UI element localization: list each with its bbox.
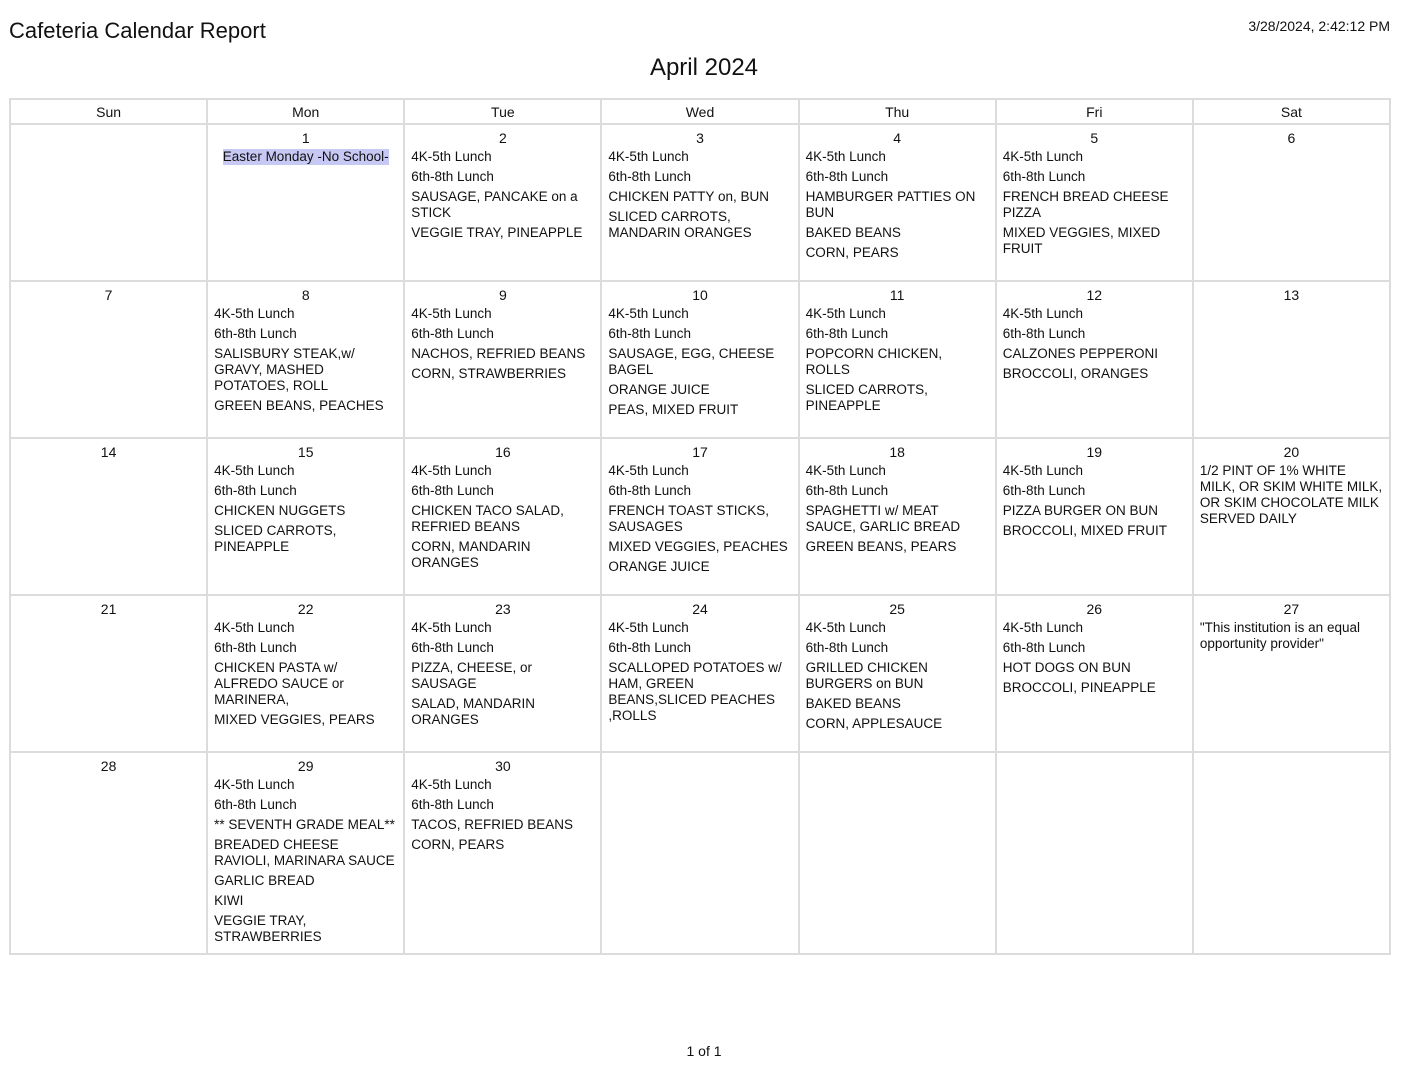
menu-item: HOT DOGS ON BUN <box>1002 660 1131 675</box>
weekday-header: Sun <box>10 99 207 124</box>
day-number: 13 <box>1283 287 1300 303</box>
menu-item: SPAGHETTI w/ MEAT SAUCE, GARLIC BREAD <box>805 503 961 534</box>
menu-item: 4K-5th Lunch <box>608 463 689 478</box>
menu-item: 4K-5th Lunch <box>805 306 886 321</box>
day-number: 2 <box>498 130 507 146</box>
menu-item: VEGGIE TRAY, STRAWBERRIES <box>214 913 322 944</box>
menu-item: 6th-8th Lunch <box>608 640 691 655</box>
menu-item: MIXED VEGGIES, MIXED FRUIT <box>1002 225 1161 256</box>
menu-item: BREADED CHEESE RAVIOLI, MARINARA SAUCE <box>214 837 395 868</box>
calendar-day-cell <box>1193 595 1390 752</box>
menu-item: MIXED VEGGIES, PEARS <box>214 712 375 727</box>
weekday-header: Sat <box>1193 99 1390 124</box>
weekday-header: Thu <box>799 99 996 124</box>
day-number: 7 <box>104 287 113 303</box>
day-number: 30 <box>495 758 511 774</box>
menu-item: 4K-5th Lunch <box>1002 620 1084 635</box>
menu-item: 4K-5th Lunch <box>411 149 492 164</box>
menu-item: 1/2 PINT OF 1% WHITE MILK, OR SKIM WHITE MILK, OR SKIM CHOCOLATE MILK SERVED DAILY <box>1199 463 1383 526</box>
menu-item: SLICED CARROTS, PINEAPPLE <box>214 523 337 554</box>
menu-item: 6th-8th Lunch <box>411 326 494 341</box>
menu-item: 4K-5th Lunch <box>805 149 886 164</box>
day-number: 22 <box>297 601 314 617</box>
day-number: 24 <box>692 601 708 617</box>
page-number: 1 of 1 <box>686 1043 722 1059</box>
menu-item: GRILLED CHICKEN BURGERS on BUN <box>805 660 928 691</box>
day-number: 5 <box>1090 130 1099 146</box>
menu-item: TACOS, REFRIED BEANS <box>411 817 574 832</box>
menu-item: 6th-8th Lunch <box>214 640 297 655</box>
menu-item: CORN, PEARS <box>805 245 899 260</box>
menu-item: 6th-8th Lunch <box>608 326 691 341</box>
calendar-day-cell <box>601 281 798 438</box>
calendar-empty-cell <box>601 752 798 954</box>
calendar-day-cell <box>10 438 207 595</box>
menu-item: 4K-5th Lunch <box>805 620 886 635</box>
weekday-header: Mon <box>207 99 404 124</box>
menu-item: 6th-8th Lunch <box>805 326 889 341</box>
calendar-day-cell <box>404 281 601 438</box>
day-number: 1 <box>301 130 310 146</box>
menu-item: BROCCOLI, MIXED FRUIT <box>1002 523 1167 538</box>
menu-item: GREEN BEANS, PEACHES <box>214 398 384 413</box>
menu-item: "This institution is an equal opportunity provider" <box>1199 620 1360 651</box>
menu-item: 6th-8th Lunch <box>214 483 297 498</box>
menu-item: GARLIC BREAD <box>214 873 315 888</box>
menu-item: 4K-5th Lunch <box>411 306 492 321</box>
calendar-week-row <box>10 438 1390 595</box>
menu-item: FRENCH BREAD CHEESE PIZZA <box>1002 189 1169 220</box>
menu-item: CHICKEN PASTA w/ ALFREDO SAUCE or MARINERA, <box>214 660 344 707</box>
menu-item: 6th-8th Lunch <box>1002 640 1086 655</box>
calendar-day-cell <box>10 595 207 752</box>
day-number: 20 <box>1283 444 1300 460</box>
menu-item: CORN, PEARS <box>411 837 505 852</box>
day-number: 16 <box>495 444 511 460</box>
menu-item: BROCCOLI, PINEAPPLE <box>1002 680 1156 695</box>
calendar-week-row <box>10 595 1390 752</box>
menu-item: BAKED BEANS <box>805 225 901 240</box>
calendar-body <box>10 124 1390 954</box>
menu-item: 6th-8th Lunch <box>1002 326 1086 341</box>
menu-item: 4K-5th Lunch <box>214 777 295 792</box>
menu-item: SAUSAGE, PANCAKE on a STICK <box>411 189 578 220</box>
menu-item: 6th-8th Lunch <box>411 169 494 184</box>
menu-item: VEGGIE TRAY, PINEAPPLE <box>411 225 583 240</box>
calendar-day-cell <box>601 438 798 595</box>
menu-item: SALAD, MANDARIN ORANGES <box>411 696 536 727</box>
menu-item: 4K-5th Lunch <box>1002 149 1084 164</box>
report-timestamp: 3/28/2024, 2:42:12 PM <box>1248 18 1390 34</box>
calendar-day-cell <box>601 595 798 752</box>
calendar-day-cell <box>799 438 996 595</box>
menu-item: POPCORN CHICKEN, ROLLS <box>805 346 943 377</box>
menu-item: 6th-8th Lunch <box>1002 483 1086 498</box>
calendar-day-cell <box>207 281 404 438</box>
menu-item: CHICKEN TACO SALAD, REFRIED BEANS <box>411 503 564 534</box>
menu-item: ORANGE JUICE <box>608 382 710 397</box>
menu-item: 6th-8th Lunch <box>608 169 691 184</box>
menu-item: 6th-8th Lunch <box>214 326 297 341</box>
menu-item: CALZONES PEPPERONI <box>1002 346 1158 361</box>
calendar-day-cell <box>996 595 1193 752</box>
menu-item: SLICED CARROTS, PINEAPPLE <box>805 382 928 413</box>
menu-item: MIXED VEGGIES, PEACHES <box>608 539 788 554</box>
menu-item: ORANGE JUICE <box>608 559 710 574</box>
menu-item: 6th-8th Lunch <box>411 640 494 655</box>
calendar-empty-cell <box>1193 752 1390 954</box>
menu-item: PIZZA BURGER ON BUN <box>1002 503 1158 518</box>
calendar-grid <box>9 98 1391 955</box>
menu-item: 6th-8th Lunch <box>805 483 889 498</box>
menu-item: SAUSAGE, EGG, CHEESE BAGEL <box>608 346 775 377</box>
day-number: 8 <box>301 287 310 303</box>
calendar-day-cell <box>1193 438 1390 595</box>
menu-item: CHICKEN NUGGETS <box>214 503 346 518</box>
day-number: 15 <box>297 444 314 460</box>
day-number: 17 <box>692 444 708 460</box>
calendar-day-cell <box>799 595 996 752</box>
day-number: 14 <box>100 444 117 460</box>
day-number: 25 <box>889 601 905 617</box>
menu-item: CORN, STRAWBERRIES <box>411 366 567 381</box>
menu-item: 4K-5th Lunch <box>411 620 492 635</box>
day-number: 6 <box>1287 130 1296 146</box>
calendar-day-cell <box>207 752 404 954</box>
weekday-header-row <box>10 99 1390 124</box>
day-number: 19 <box>1086 444 1103 460</box>
calendar-day-cell <box>207 595 404 752</box>
calendar-day-cell <box>799 281 996 438</box>
menu-item: 4K-5th Lunch <box>608 149 689 164</box>
weekday-header: Wed <box>601 99 798 124</box>
menu-item: FRENCH TOAST STICKS, SAUSAGES <box>608 503 769 534</box>
calendar-day-cell <box>1193 281 1390 438</box>
menu-item: 6th-8th Lunch <box>608 483 691 498</box>
calendar-week-row <box>10 124 1390 281</box>
day-number: 23 <box>495 601 511 617</box>
menu-item: NACHOS, REFRIED BEANS <box>411 346 586 361</box>
day-number: 27 <box>1283 601 1300 617</box>
menu-item: 6th-8th Lunch <box>214 797 297 812</box>
day-number: 3 <box>696 130 704 146</box>
menu-item: 4K-5th Lunch <box>805 463 886 478</box>
menu-item: SALISBURY STEAK,w/ GRAVY, MASHED POTATOES, ROLL <box>214 346 355 393</box>
day-number: 11 <box>889 287 905 303</box>
day-number: 12 <box>1086 287 1103 303</box>
calendar-day-cell <box>996 438 1193 595</box>
menu-item: 4K-5th Lunch <box>608 306 689 321</box>
menu-item: 6th-8th Lunch <box>805 640 889 655</box>
menu-item: CORN, MANDARIN ORANGES <box>411 539 531 570</box>
menu-item: BAKED BEANS <box>805 696 901 711</box>
month-title: April 2024 <box>649 54 759 81</box>
calendar-day-cell <box>996 124 1193 281</box>
holiday-label: Easter Monday -No School- <box>222 149 389 164</box>
calendar-day-cell <box>799 124 996 281</box>
menu-item: PEAS, MIXED FRUIT <box>608 402 739 417</box>
day-number: 28 <box>100 758 117 774</box>
calendar-empty-cell <box>996 752 1193 954</box>
menu-item: 4K-5th Lunch <box>214 620 295 635</box>
day-number: 4 <box>893 130 902 146</box>
calendar-empty-cell <box>10 124 207 281</box>
day-number: 26 <box>1086 601 1103 617</box>
menu-item: 4K-5th Lunch <box>214 463 295 478</box>
menu-item: GREEN BEANS, PEARS <box>805 539 957 554</box>
menu-item: HAMBURGER PATTIES ON BUN <box>805 189 976 220</box>
menu-item: KIWI <box>214 893 244 908</box>
day-number: 10 <box>692 287 708 303</box>
calendar-day-cell <box>404 595 601 752</box>
menu-item: 4K-5th Lunch <box>1002 306 1084 321</box>
menu-item: 4K-5th Lunch <box>411 777 492 792</box>
calendar-day-cell <box>404 752 601 954</box>
menu-item: ** SEVENTH GRADE MEAL** <box>214 817 395 832</box>
menu-item: SLICED CARROTS, MANDARIN ORANGES <box>608 209 752 240</box>
calendar-day-cell <box>404 124 601 281</box>
day-number: 18 <box>889 444 905 460</box>
menu-item: PIZZA, CHEESE, or SAUSAGE <box>411 660 533 691</box>
menu-item: SCALLOPED POTATOES w/ HAM, GREEN BEANS,SLICED PEACHES ,ROLLS <box>608 660 782 723</box>
day-number: 9 <box>498 287 507 303</box>
calendar-day-cell <box>996 281 1193 438</box>
menu-item: 4K-5th Lunch <box>214 306 295 321</box>
menu-item: 6th-8th Lunch <box>1002 169 1086 184</box>
calendar-week-row <box>10 281 1390 438</box>
calendar-day-cell <box>207 438 404 595</box>
calendar-day-cell <box>10 752 207 954</box>
weekday-header: Tue <box>404 99 601 124</box>
menu-item: CORN, APPLESAUCE <box>805 716 943 731</box>
menu-item: 6th-8th Lunch <box>805 169 889 184</box>
report-title: Cafeteria Calendar Report <box>9 18 266 43</box>
menu-item: CHICKEN PATTY on, BUN <box>608 189 769 204</box>
menu-item: 6th-8th Lunch <box>411 797 494 812</box>
calendar-day-cell <box>207 124 404 281</box>
menu-item: 4K-5th Lunch <box>411 463 492 478</box>
menu-item: 6th-8th Lunch <box>411 483 494 498</box>
day-number: 29 <box>297 758 314 774</box>
menu-item: BROCCOLI, ORANGES <box>1002 366 1149 381</box>
calendar-empty-cell <box>799 752 996 954</box>
calendar-week-row <box>10 752 1390 954</box>
weekday-header: Fri <box>996 99 1193 124</box>
calendar-day-cell <box>404 438 601 595</box>
menu-item: 4K-5th Lunch <box>1002 463 1084 478</box>
menu-item: 4K-5th Lunch <box>608 620 689 635</box>
day-number: 21 <box>100 601 117 617</box>
calendar-day-cell <box>1193 124 1390 281</box>
calendar-day-cell <box>601 124 798 281</box>
calendar-day-cell <box>10 281 207 438</box>
